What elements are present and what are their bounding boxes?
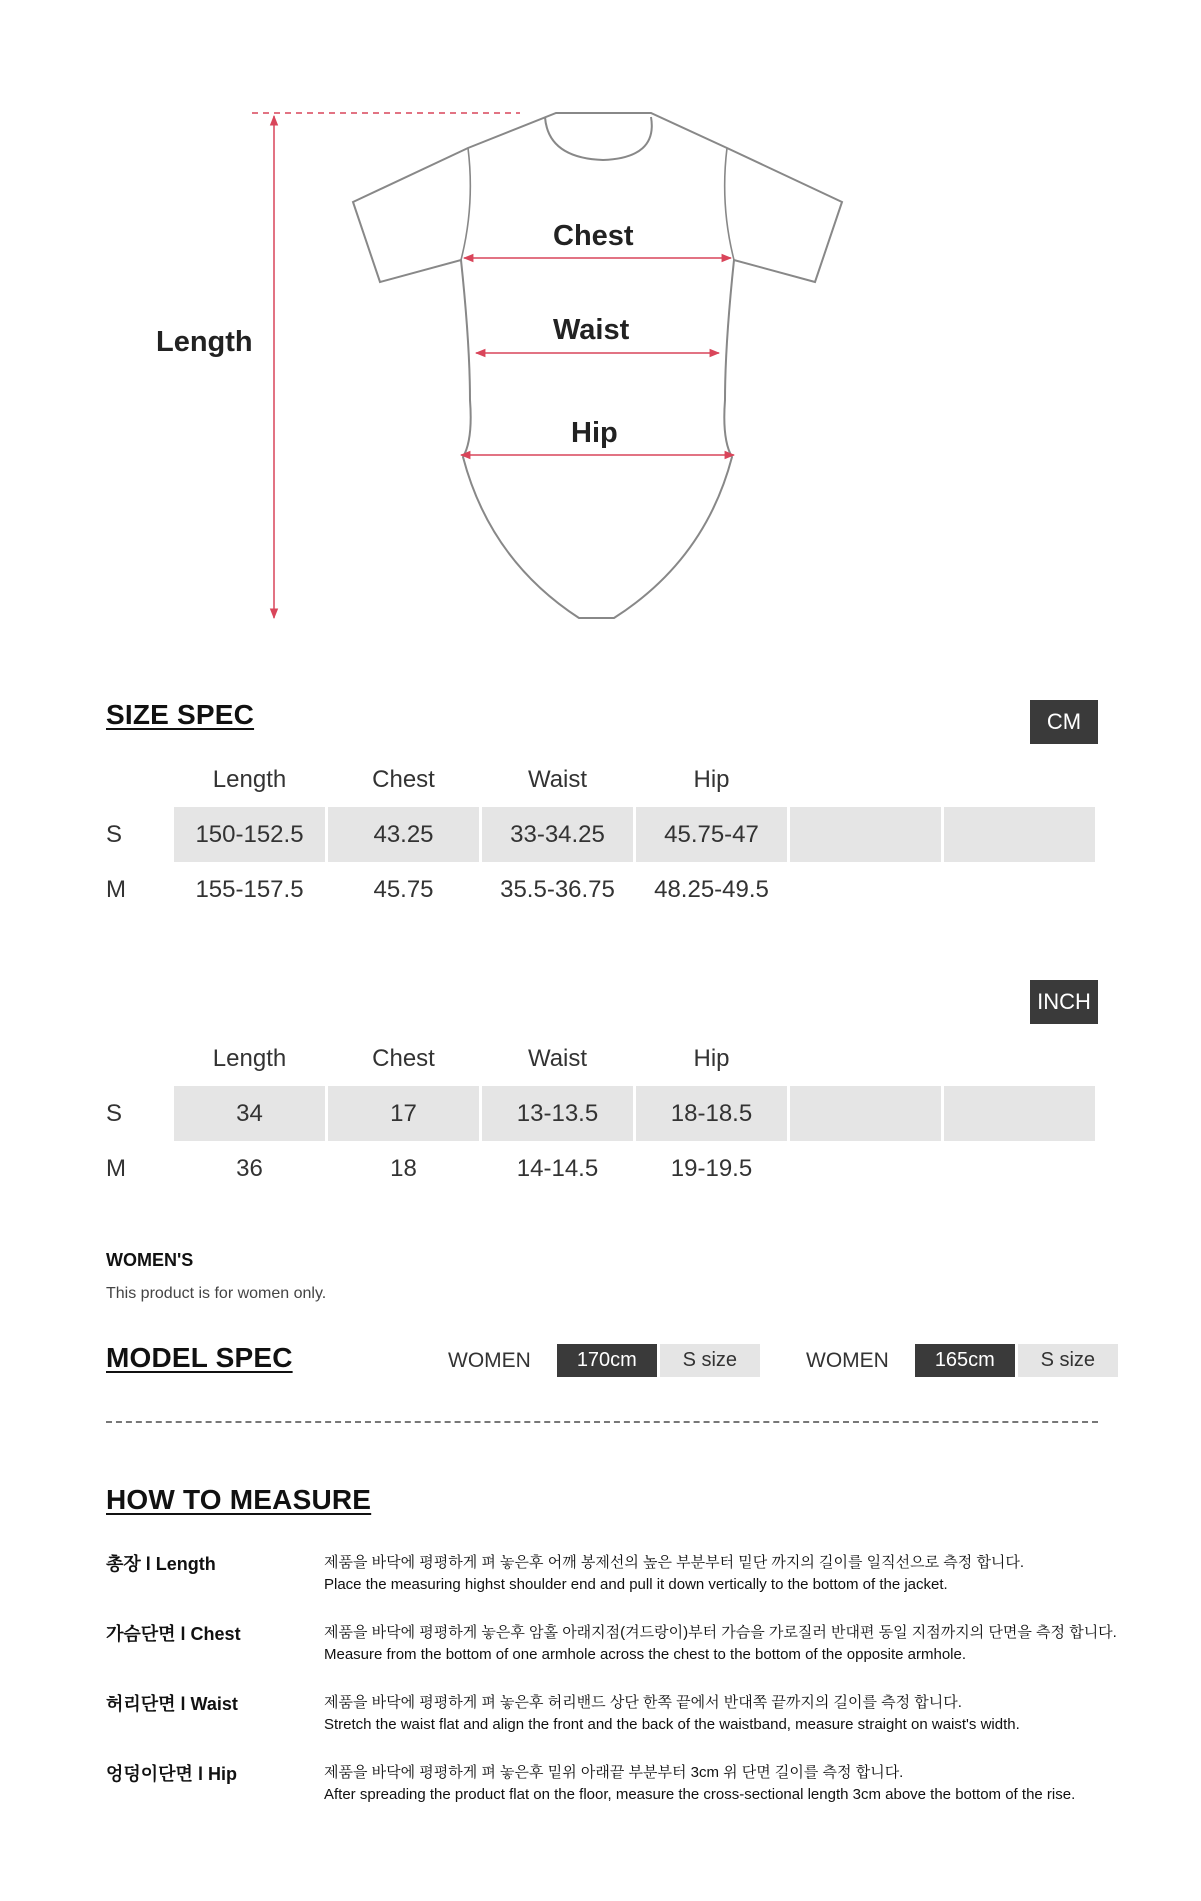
table-cell: 33-34.25 (482, 807, 633, 862)
waist-label: Waist (553, 314, 630, 346)
size-table-cm (106, 752, 1098, 917)
table-cell: 155-157.5 (195, 875, 304, 903)
column-header: Chest (372, 765, 435, 793)
table-cell: 14-14.5 (516, 1154, 599, 1182)
column-header: Hip (693, 765, 730, 793)
measure-item-hip (106, 1760, 1196, 1816)
table-cell: 18 (390, 1154, 417, 1182)
table-cell: 35.5-36.75 (500, 875, 615, 903)
column-header: Chest (372, 1044, 435, 1072)
unit-badge-inch: INCH (1030, 980, 1098, 1024)
table-cell-empty (944, 1086, 1095, 1141)
measure-desc-korean: 제품을 바닥에 평평하게 펴 놓은후 허리밴드 상단 한쪽 끝에서 반대쪽 끝까지의 길이를 측정 합니다. (324, 1694, 962, 1711)
table-cell: 18-18.5 (636, 1086, 787, 1141)
table-cell: 19-19.5 (670, 1154, 753, 1182)
armhole-seam-left (461, 148, 470, 260)
column-header: Waist (527, 765, 588, 793)
model-gender-label: WOMEN (806, 1348, 889, 1372)
hip-label: Hip (571, 417, 618, 449)
table-cell: 45.75 (373, 875, 434, 903)
table-row (106, 807, 1098, 862)
measure-desc-korean: 제품을 바닥에 평평하게 놓은후 암홀 아래지점(겨드랑이)부터 가슴을 가로질러 반대편 동일 지점까지의 단면을 측정 합니다. (324, 1624, 1117, 1641)
measure-name: 가슴단면 l Chest (106, 1624, 241, 1644)
size-label: M (106, 1154, 126, 1182)
table-cell-empty (790, 807, 941, 862)
measure-item-chest (106, 1620, 1196, 1676)
chest-label: Chest (553, 220, 634, 252)
measure-name: 총장 l Length (106, 1554, 216, 1574)
size-table-inch (106, 1031, 1098, 1196)
table-cell: 13-13.5 (482, 1086, 633, 1141)
model-height-badge: 170cm (557, 1344, 657, 1377)
model-spec-2 (806, 1344, 1118, 1377)
measure-item-length (106, 1550, 1196, 1606)
measure-desc-english: After spreading the product flat on the floor, measure the cross-sectional length 3cm above the bottom of the rise. (324, 1786, 1076, 1803)
model-height-badge: 165cm (915, 1344, 1015, 1377)
womens-note-title: WOMEN'S (106, 1250, 194, 1270)
size-label: S (106, 820, 123, 848)
table-cell: 48.25-49.5 (654, 875, 769, 903)
armhole-seam-right (725, 148, 734, 260)
column-header: Length (212, 1044, 287, 1072)
table-header (106, 752, 1098, 807)
column-header: Waist (527, 1044, 588, 1072)
section-divider (106, 1421, 1098, 1423)
table-cell: 45.75-47 (636, 807, 787, 862)
table-cell-empty (944, 807, 1095, 862)
table-cell: 43.25 (328, 807, 479, 862)
table-row (106, 1141, 1098, 1196)
model-spec-title: MODEL SPEC (106, 1342, 293, 1373)
model-size-badge: S size (1018, 1344, 1118, 1377)
bodysuit-body-outline (353, 113, 842, 618)
table-cell-empty (790, 1086, 941, 1141)
measure-desc-english: Stretch the waist flat and align the front and the back of the waistband, measure straight on waist's width. (324, 1716, 1020, 1733)
how-to-measure-title: HOW TO MEASURE (106, 1484, 372, 1515)
table-header (106, 1031, 1098, 1086)
measure-desc-english: Place the measuring highst shoulder end and pull it down vertically to the bottom of the jacket. (324, 1576, 948, 1593)
measure-desc-korean: 제품을 바닥에 평평하게 펴 놓은후 어깨 봉제선의 높은 부분부터 밑단 까지의 길이를 일직선으로 측정 합니다. (324, 1554, 1025, 1571)
table-cell: 17 (328, 1086, 479, 1141)
model-gender-label: WOMEN (448, 1348, 531, 1372)
size-spec-title: SIZE SPEC (106, 699, 255, 730)
measure-name: 허리단면 l Waist (106, 1694, 238, 1714)
column-header: Hip (693, 1044, 730, 1072)
table-cell: 36 (236, 1154, 263, 1182)
measure-item-waist (106, 1690, 1196, 1746)
size-label: M (106, 875, 126, 903)
column-header: Length (212, 765, 287, 793)
unit-badge-cm: CM (1030, 700, 1098, 744)
size-label: S (106, 1099, 123, 1127)
garment-diagram (0, 0, 1201, 640)
table-cell: 34 (174, 1086, 325, 1141)
length-label: Length (156, 326, 253, 358)
measure-name: 엉덩이단면 l Hip (106, 1764, 237, 1784)
neckline-inner (545, 117, 652, 160)
measure-desc-english: Measure from the bottom of one armhole across the chest to the bottom of the opposite armhole. (324, 1646, 967, 1663)
table-row (106, 862, 1098, 917)
measure-desc-korean: 제품을 바닥에 평평하게 펴 놓은후 밑위 아래끝 부분부터 3cm 위 단면 길이를 측정 합니다. (324, 1764, 904, 1781)
model-size-badge: S size (660, 1344, 760, 1377)
table-row (106, 1086, 1098, 1141)
table-cell: 150-152.5 (174, 807, 325, 862)
model-spec-1 (448, 1344, 760, 1377)
womens-note-text: This product is for women only. (106, 1285, 327, 1302)
